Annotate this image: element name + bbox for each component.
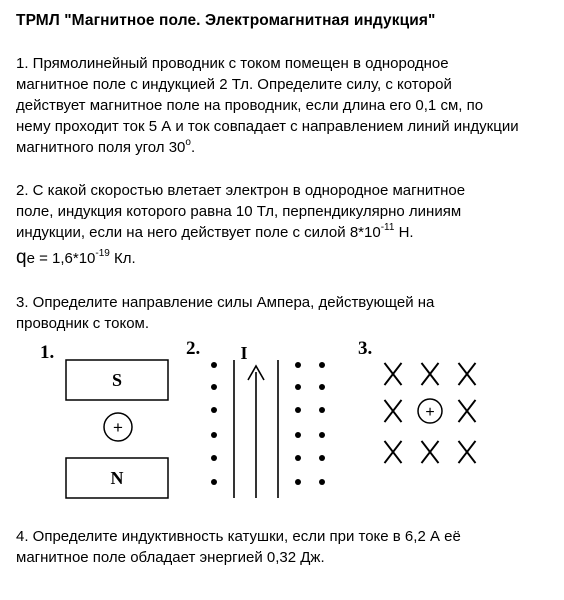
question-1-end: . [190,139,196,156]
field-dot [295,479,301,485]
field-cross [459,400,476,422]
charge-exponent: -19 [95,248,110,259]
field-dot [295,407,301,413]
diagram-2 [211,343,325,498]
question-2-line: 2. С какой скоростью влетает электрон в однородное магнитное [16,182,466,199]
question-4-line: 4. Определите индуктивность катушки, если при токе в 6,2 А её [16,528,461,545]
question-1-line: 1. Прямолинейный проводник с током помещен в однородное [16,55,449,72]
page-title: ТРМЛ "Магнитное поле. Электромагнитная индукция" [16,12,436,29]
pole-label-n: N [110,468,124,488]
field-cross [422,363,439,385]
field-cross [459,441,476,463]
field-cross [385,400,402,422]
charge-unit: Кл. [109,250,136,267]
diagram-3 [385,363,476,463]
question-4-line: магнитное поле обладает энергией 0,32 Дж. [16,549,325,566]
question-3-line: проводник с током. [16,315,150,332]
force-exponent: -11 [380,222,395,233]
field-dot [211,432,217,438]
question-2-line3-end: Н. [394,224,414,241]
field-cross [459,363,476,385]
field-dot [319,407,325,413]
field-dot [211,384,217,390]
current-label: I [240,343,248,363]
question-1-line: нему проходит ток 5 А и ток совпадает с направлением линий индукции [16,118,519,135]
conductor-plus-icon: + [425,404,435,421]
field-dot [319,479,325,485]
conductor-plus-icon: + [113,418,123,437]
charge-value: e = 1,6*10 [26,250,96,267]
question-1-line: действует магнитное поле на проводник, если длина его 0,1 см, по [16,97,484,114]
charge-symbol: q [16,247,27,268]
field-dot [295,384,301,390]
field-dot [211,407,217,413]
pole-label-s: S [111,370,123,390]
question-4 [16,526,556,568]
diagram-3-number: 3. [358,338,373,359]
question-2-line3-text: индукции, если на него действует поле с силой 8*10 [16,224,381,241]
diagram-2-number: 2. [186,338,201,359]
degree-mark: o [185,137,191,148]
field-cross [422,441,439,463]
field-dot [295,455,301,461]
field-dot [211,455,217,461]
field-cross [385,441,402,463]
diagram-1 [66,360,168,498]
field-dot [319,384,325,390]
field-dot [319,362,325,368]
question-1-line: магнитное поле с индукцией 2 Тл. Определите силу, с которой [16,76,452,93]
field-dot [211,362,217,368]
question-2-line: поле, индукция которого равна 10 Тл, перпендикулярно линиям [16,203,462,220]
question-3-line: 3. Определите направление силы Ампера, действующей на [16,294,435,311]
field-cross [385,363,402,385]
field-dot [211,479,217,485]
field-dot [319,432,325,438]
field-dots [211,362,325,485]
field-dot [295,362,301,368]
field-dot [319,455,325,461]
field-dot [295,432,301,438]
question-1-last-text: магнитного поля угол 30 [16,139,186,156]
diagram-1-number: 1. [40,342,55,363]
